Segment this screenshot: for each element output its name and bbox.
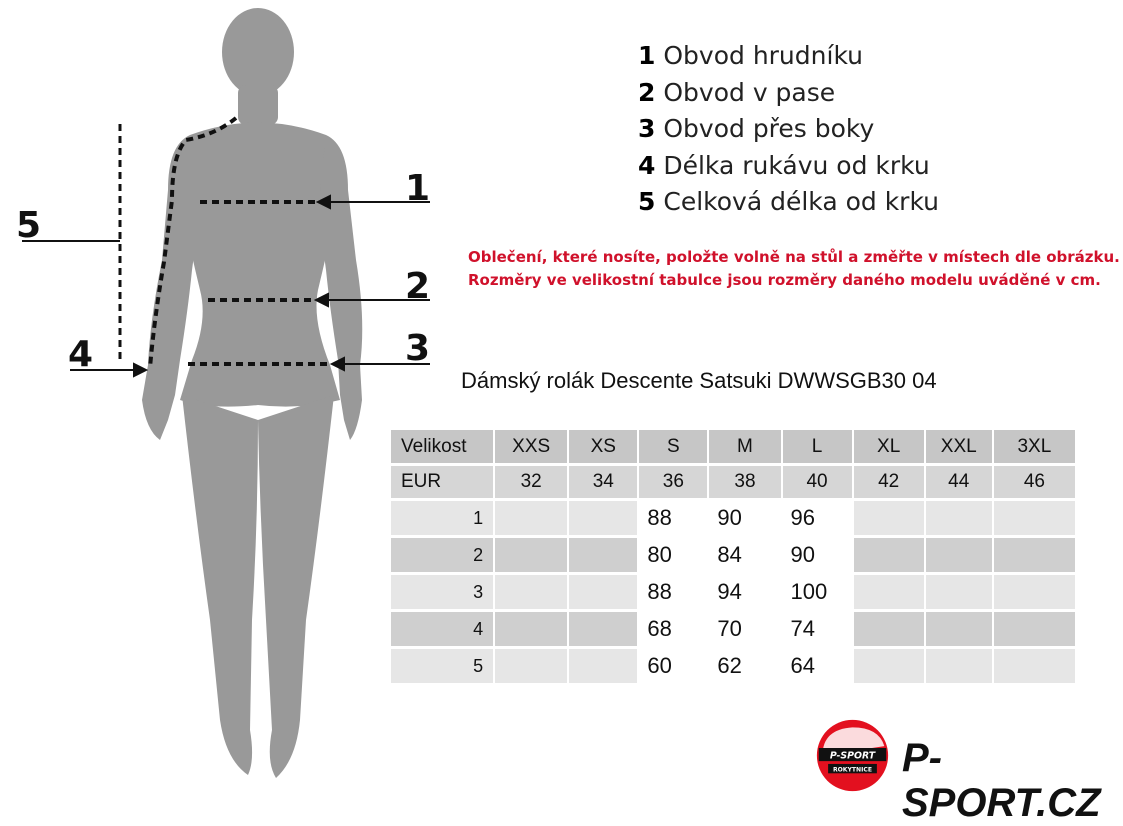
table-cell: 90 [782,537,853,574]
header-cell: L [782,430,853,465]
table-cell [925,611,993,648]
table-cell [494,574,568,611]
marker-2: 2 [405,266,431,307]
eur-cell: 32 [494,465,568,500]
table-cell: 84 [708,537,781,574]
table-cell [853,574,925,611]
table-cell: 64 [782,648,853,685]
table-cell [568,611,638,648]
legend-item: 2 Obvod v pase [638,77,836,107]
table-row [391,537,1076,574]
marker-1: 1 [405,168,431,209]
table-cell [568,574,638,611]
row-number: 5 [391,648,494,685]
row-number: 4 [391,611,494,648]
row-number: 1 [391,500,494,537]
table-cell: 96 [782,500,853,537]
table-cell [925,500,993,537]
table-row [391,611,1076,648]
marker-4: 4 [68,334,94,375]
body-silhouette [142,8,362,778]
table-cell [494,648,568,685]
table-cell: 62 [708,648,781,685]
eur-cell: 38 [708,465,781,500]
logo-text: P-SPORT [829,750,876,762]
table-cell [568,500,638,537]
eur-cell: 46 [993,465,1076,500]
table-cell: 80 [638,537,708,574]
table-cell: 68 [638,611,708,648]
table-cell [993,537,1076,574]
table-cell [494,537,568,574]
brand-wordmark: P-SPORT.CZ [902,736,1101,825]
marker-3: 3 [405,328,431,369]
header-cell: 3XL [993,430,1076,465]
header-cell: XXS [494,430,568,465]
logo-subtext: ROKYTNICE [832,766,873,774]
table-cell [925,537,993,574]
table-row [391,574,1076,611]
eur-cell: 40 [782,465,853,500]
size-table [391,430,1077,686]
header-cell: S [638,430,708,465]
eur-cell: 34 [568,465,638,500]
table-eur-row [391,465,1076,500]
table-cell: 74 [782,611,853,648]
table-cell [853,500,925,537]
eur-cell: 36 [638,465,708,500]
header-cell: XS [568,430,638,465]
table-cell: 94 [708,574,781,611]
table-cell [853,648,925,685]
eur-cell: 44 [925,465,993,500]
legend-item: 3 Obvod přes boky [638,114,875,144]
table-cell: 60 [638,648,708,685]
eur-cell: EUR [391,465,494,500]
table-cell [853,611,925,648]
table-row [391,500,1076,537]
table-cell [494,611,568,648]
table-cell: 88 [638,500,708,537]
header-cell: XL [853,430,925,465]
header-cell: Velikost [391,430,494,465]
table-cell [925,574,993,611]
table-cell [993,648,1076,685]
table-cell [993,611,1076,648]
legend-item: 4 Délka rukávu od krku [638,150,930,180]
header-cell: XXL [925,430,993,465]
legend-item: 5 Celková délka od krku [638,187,940,217]
legend-item: 1 Obvod hrudníku [638,41,863,70]
eur-cell: 42 [853,465,925,500]
table-cell [494,500,568,537]
table-cell: 70 [708,611,781,648]
p-sport-circle-logo-icon [815,718,890,793]
table-cell [568,648,638,685]
table-cell: 90 [708,500,781,537]
table-cell [853,537,925,574]
table-cell [993,574,1076,611]
table-cell: 88 [638,574,708,611]
measuring-instructions [468,246,1120,292]
table-header-row [391,430,1076,465]
table-cell [925,648,993,685]
table-row [391,648,1076,685]
instruction-line: Oblečení, které nosíte, položte volně na stůl a změřte v místech dle obrázku. [468,248,1120,266]
table-cell [993,500,1076,537]
measurement-legend [638,38,939,221]
product-title: Dámský rolák Descente Satsuki DWWSGB30 04 [461,368,937,393]
row-number: 2 [391,537,494,574]
instruction-line: Rozměry ve velikostní tabulce jsou rozměry daného modelu uváděné v cm. [468,271,1101,289]
row-number: 3 [391,574,494,611]
marker-5: 5 [16,205,42,246]
header-cell: M [708,430,781,465]
table-cell: 100 [782,574,853,611]
table-cell [568,537,638,574]
